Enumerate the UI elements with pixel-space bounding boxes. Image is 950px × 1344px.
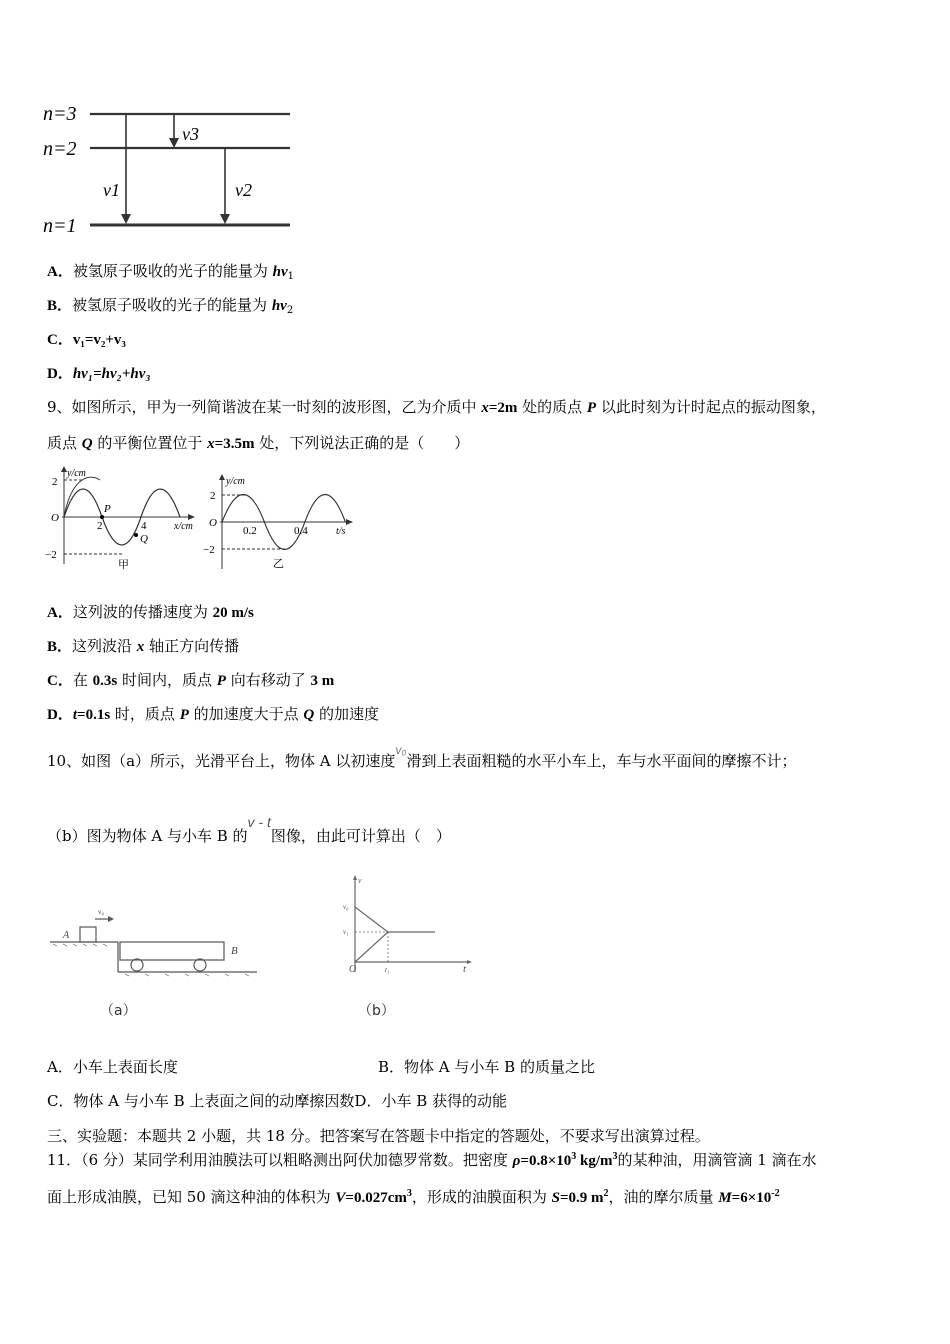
tick-t04: 0.4 — [294, 525, 308, 537]
point-q-label: Q — [140, 533, 148, 545]
origin-label: O — [51, 512, 59, 524]
graph-title-jia: 甲 — [118, 559, 129, 570]
q10-stem-line2: （b）图为物体 A 与小车 B 的v - t图像，由此可计算出（ ） — [47, 814, 451, 845]
q9-stem-line1: 9、如图所示，甲为一列简谐波在某一时刻的波形图，乙为介质中 x=2m 处的质点 P 以此时刻为计时起点的振动图象， — [47, 398, 826, 416]
nu1-label: ν1 — [103, 180, 120, 200]
nu3-label: ν3 — [182, 124, 199, 144]
energy-level-diagram — [40, 100, 300, 240]
tick-v1: v₁ — [343, 928, 349, 936]
q9-option-b: B．这列波沿 x 轴正方向传播 — [47, 637, 240, 655]
point-p-label: P — [104, 503, 111, 515]
graph-title-yi: 乙 — [273, 558, 284, 570]
origin-label: O — [209, 517, 217, 529]
q8-option-b: B．被氢原子吸收的光子的能量为 $hv_2$ — [47, 296, 294, 316]
q9-option-d: D．t=0.1s 时，质点 P 的加速度大于点 Q 的加速度 — [47, 705, 380, 723]
tick-2: 2 — [52, 476, 58, 488]
q10-stem-line1: 10、如图（a）所示，光滑平台上，物体 A 以初速度$^{v_0}$滑到上表面粗糙的水平小车上，车与水平面间的摩擦不计； — [47, 743, 797, 770]
axis-label-y: y/cm — [226, 476, 245, 487]
q10-option-c: C．物体 A 与小车 B 上表面之间的动摩擦因数D．小车 B 获得的动能 — [47, 1092, 508, 1110]
q8-option-a: A．被氢原子吸收的光子的能量为 $hv_1$ — [47, 262, 295, 282]
label-v0: v₀ — [98, 908, 104, 916]
tick-x4: 4 — [141, 520, 147, 532]
q8-option-d: D．hv₁=hv₂+hv₃ — [47, 366, 151, 382]
figure-b-caption: （b） — [358, 1003, 395, 1019]
vibration-graph-yi — [200, 472, 355, 572]
figure-a-caption: （a） — [100, 1003, 137, 1019]
level-n1: n=1 — [43, 215, 77, 237]
v0-symbol: v₀ — [395, 743, 407, 757]
level-n2: n=2 — [43, 138, 77, 160]
q9-option-a: A．这列波的传播速度为 20 m/s — [47, 603, 254, 621]
tick-t1: t₁ — [385, 966, 390, 974]
tick-x2: 2 — [97, 520, 103, 532]
axis-label-x: x/cm — [174, 521, 193, 532]
tick-v0: v₀ — [343, 903, 349, 911]
axis-label-y: y/cm — [67, 468, 86, 479]
tick-t02: 0.2 — [243, 525, 257, 537]
axis-label-t: t/s — [336, 526, 346, 537]
label-a: A — [63, 930, 70, 941]
q9-stem-line2: 质点 Q 的平衡位置位于 x=3.5m 处，下列说法正确的是（ ） — [47, 434, 470, 452]
axis-label-v: v — [358, 876, 362, 885]
q10-option-b: B．物体 A 与小车 B 的质量之比 — [378, 1058, 595, 1076]
vt-symbol: v - t — [247, 814, 271, 830]
label-b: B — [231, 945, 238, 957]
q9-option-c: C．在 0.3s 时间内，质点 P 向右移动了 3 m — [47, 671, 335, 689]
wave-graph-jia — [42, 464, 197, 570]
q11-line1: 11．（6 分）某同学利用油膜法可以粗略测出阿伏加德罗常数。把密度 $\rho=0.8\times 10^3$ $kg/m^3$的某种油，用滴管滴 1 滴在水 — [47, 1151, 817, 1169]
section3-heading: 三、实验题：本题共 2 小题，共 18 分。把答案写在答题卡中指定的答题处，不要求写出演算过程。 — [47, 1127, 710, 1145]
tick-neg2: −2 — [45, 549, 57, 561]
figure-b-vt-graph — [340, 872, 475, 977]
nu2-label: ν2 — [235, 180, 252, 200]
tick-2: 2 — [210, 490, 216, 502]
q8-option-c: C．v₁=v₂+v₃ — [47, 332, 126, 348]
origin-label: O — [349, 964, 357, 975]
figure-a-cart-diagram — [45, 900, 265, 980]
axis-label-t: t — [463, 963, 467, 975]
q10-option-a: A．小车上表面长度 — [47, 1058, 178, 1076]
q11-line2: 面上形成油膜，已知 50 滴这种油的体积为 $V=0.027cm^3$，形成的油膜面积为 S=0.9 $m^2$，油的摩尔质量 $M=6\times 10^{-2}$ — [47, 1188, 780, 1206]
tick-neg2: −2 — [203, 544, 215, 556]
level-n3: n=3 — [43, 103, 77, 125]
